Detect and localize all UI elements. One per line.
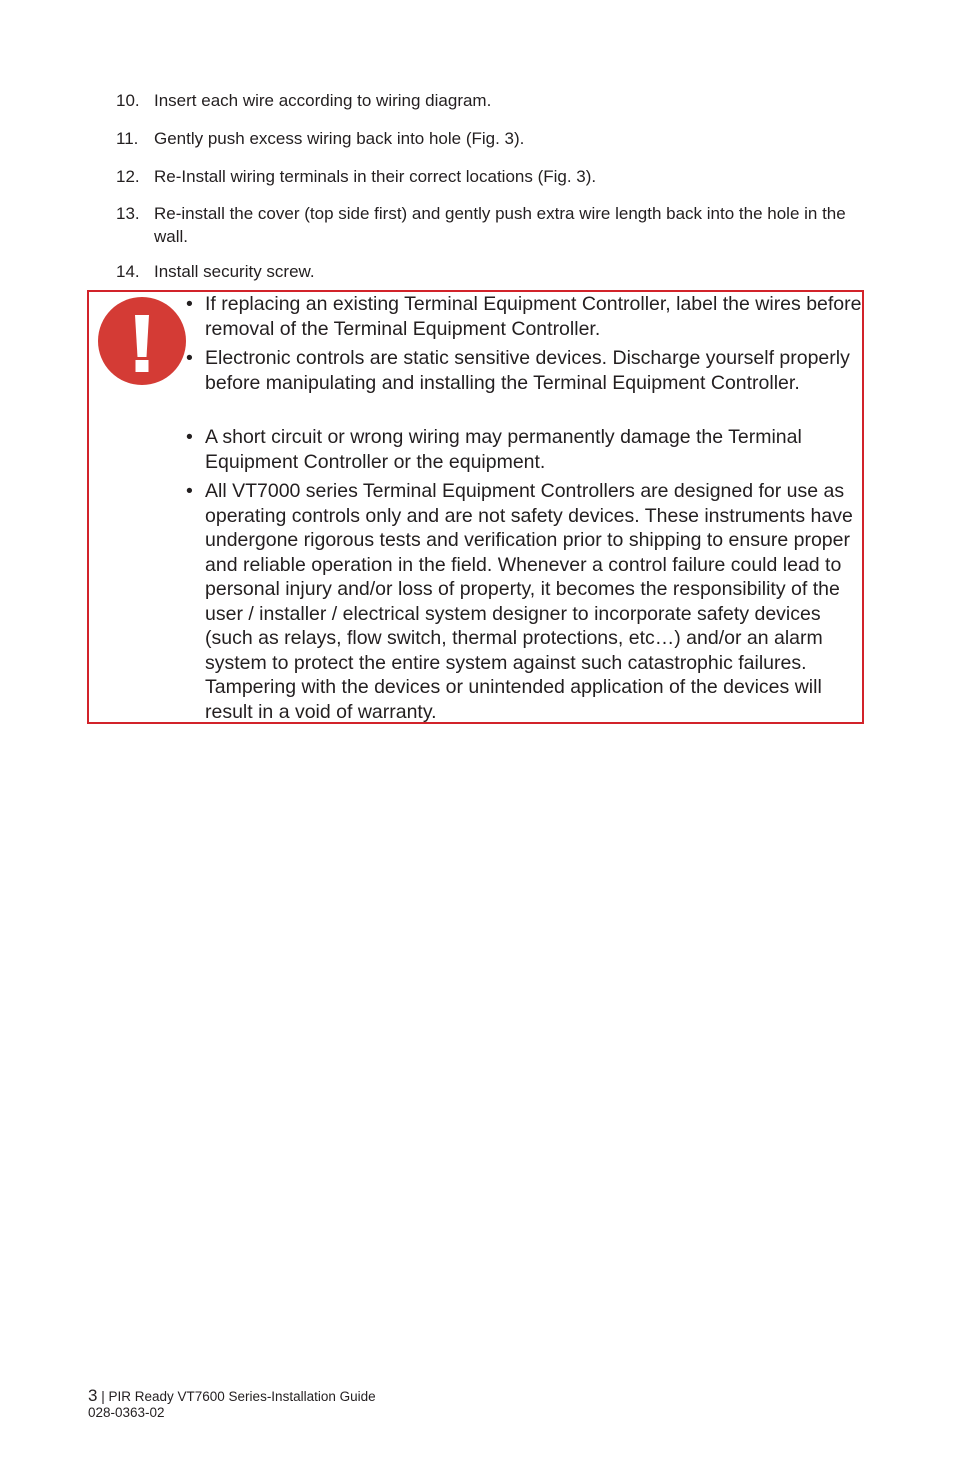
step-text: Install security screw. bbox=[154, 262, 315, 281]
footer-separator: | bbox=[97, 1389, 109, 1404]
step-text: Re-Install wiring terminals in their correct locations (Fig. 3). bbox=[154, 167, 597, 186]
warning-text: A short circuit or wrong wiring may permanently damage the Terminal Equipment Controller or the equipment. bbox=[205, 426, 802, 473]
step-number: 14. bbox=[116, 262, 140, 281]
guide-title: PIR Ready VT7600 Series-Installation Guide bbox=[108, 1389, 376, 1404]
step-number: 10. bbox=[116, 91, 140, 110]
doc-number: 028-0363-02 bbox=[88, 1405, 165, 1420]
bullet-marker: • bbox=[186, 293, 193, 315]
step-number: 11. bbox=[116, 129, 139, 148]
footer-line-1 bbox=[88, 1388, 376, 1405]
step-number: 13. bbox=[116, 204, 140, 223]
page-number: 3 bbox=[88, 1386, 98, 1405]
exclamation-icon bbox=[98, 297, 186, 385]
warning-text: All VT7000 series Terminal Equipment Controllers are designed for use as operating controls only and are not safety devices. These instruments have undergone rigorous tests and verification prior to shipping to ensure proper and reliable operation in the field. Whenever a control failure could lead to personal injury and/or loss of property, it becomes the responsibility of the user / installer / electrical system designer to incorporate safety devices (such as relays, flow switch, thermal protections, etc…) and/or an alarm system to protect the entire system against such catastrophic failures. Tampering with the devices or unintended application of the devices will result in a void of warranty. bbox=[205, 480, 853, 723]
step-text: Re-install the cover (top side first) and gently push extra wire length back into the hole in the wall. bbox=[154, 204, 846, 246]
bullet-marker: • bbox=[186, 480, 193, 502]
bullet-marker: • bbox=[186, 426, 193, 448]
page-footer bbox=[88, 1388, 376, 1421]
step-text: Gently push excess wiring back into hole (Fig. 3). bbox=[154, 129, 525, 148]
step-text: Insert each wire according to wiring diagram. bbox=[154, 91, 492, 110]
warning-text: Electronic controls are static sensitive devices. Discharge yourself properly before manipulating and installing the Terminal Equipment Controller. bbox=[205, 347, 850, 394]
warning-text: If replacing an existing Terminal Equipment Controller, label the wires before removal of the Terminal Equipment Controller. bbox=[205, 293, 862, 340]
step-number: 12. bbox=[116, 167, 140, 186]
bullet-marker: • bbox=[186, 347, 193, 369]
